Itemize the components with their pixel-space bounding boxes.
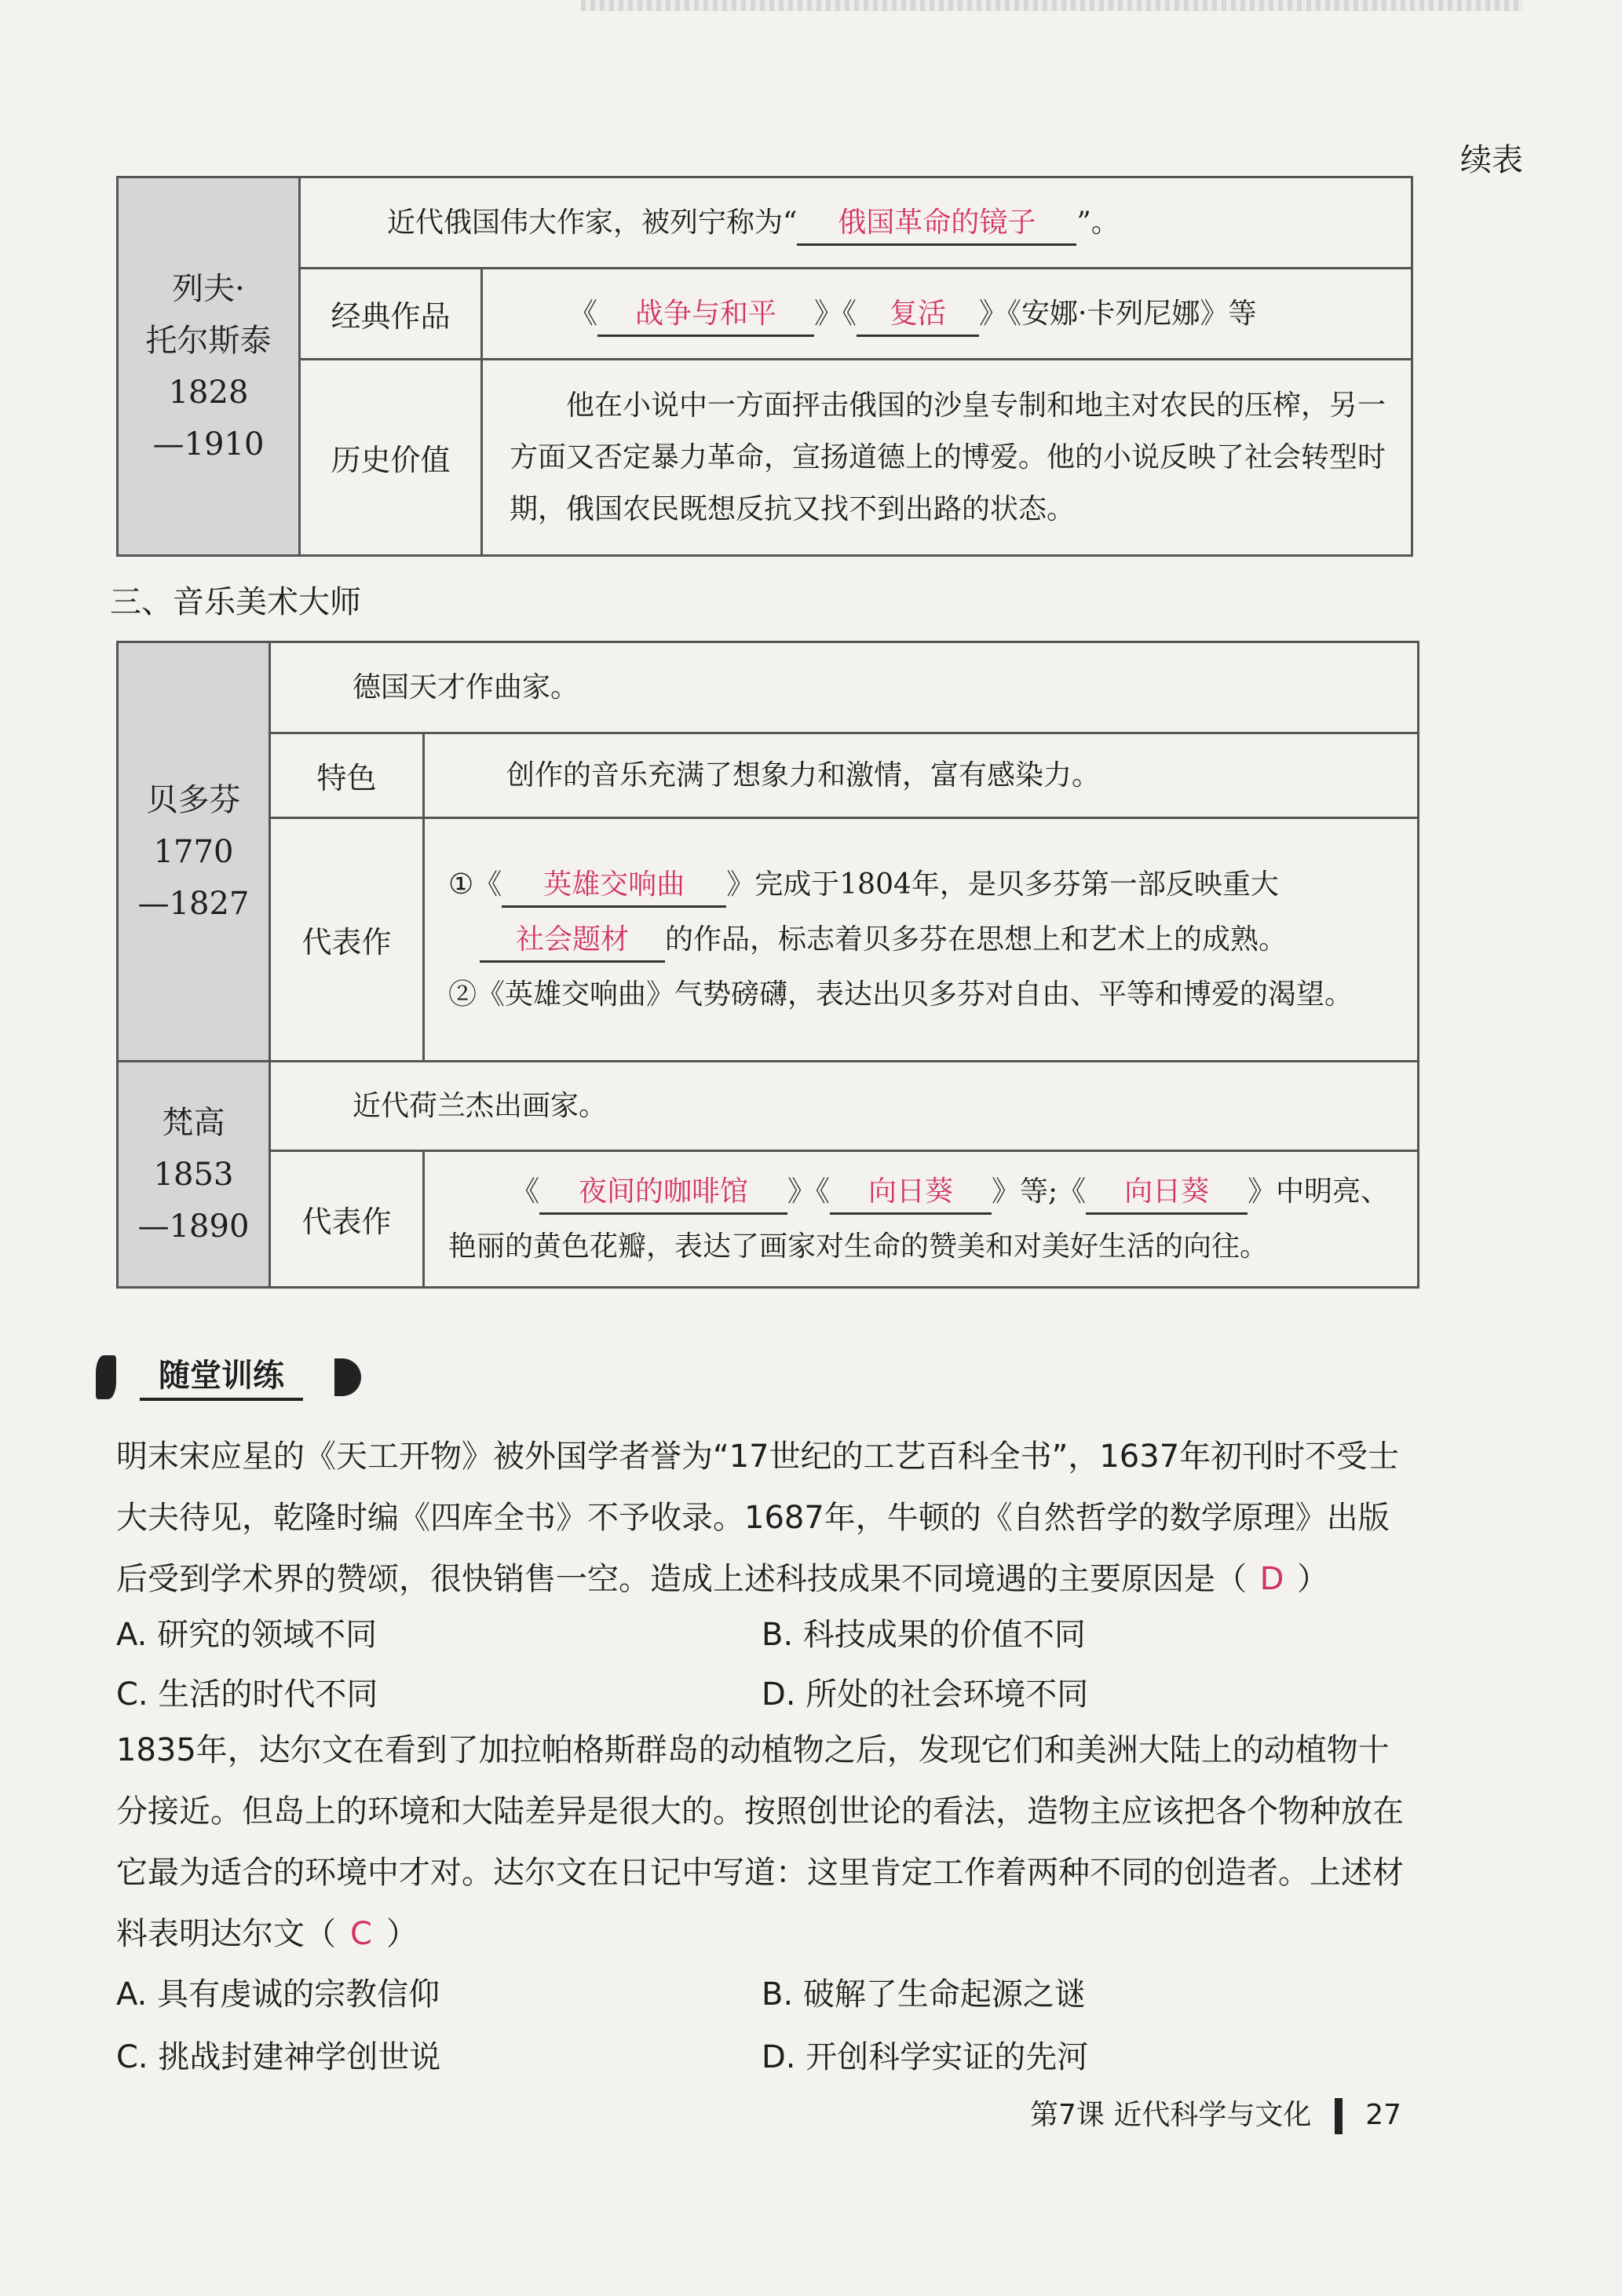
tolstoy-works-label: 经典作品: [300, 269, 482, 360]
beethoven-works: [424, 818, 1419, 1062]
tolstoy-name-cell: [118, 177, 300, 556]
vangogh-name: 梵高: [162, 1104, 225, 1141]
beethoven-works-label: 代表作: [270, 818, 424, 1062]
tolstoy-intro: 近代俄国伟大作家，被列宁称为“ 俄国革命的镜子 ”。: [300, 177, 1412, 269]
question1-option-c: C. 生活的时代不同: [116, 1676, 378, 1713]
vangogh-name-cell: [118, 1062, 270, 1288]
vangogh-works-answer2: 向日葵: [830, 1172, 992, 1215]
section-title: 三、音乐美术大师: [110, 584, 361, 620]
footer-divider: [1335, 2098, 1343, 2134]
page-footer: [1030, 2093, 1401, 2134]
scan-edge-strip: [581, 0, 1523, 11]
tolstoy-value-label: 历史价值: [300, 360, 482, 556]
beethoven-works-answer1: 英雄交响曲: [502, 865, 726, 908]
tolstoy-table: [116, 176, 1413, 557]
tolstoy-value-text: 他在小说中一方面抨击俄国的沙皇专制和地主对农民的压榨，另一方面又否定暴力革命，宣扬道德上的博爱。他的小说反映了社会转型时期，俄国农民既想反抗又找不到出路的状态。: [482, 360, 1412, 556]
page-number: 27: [1365, 2099, 1402, 2131]
practice-icon: [96, 1355, 116, 1399]
beethoven-works-answer2: 社会题材: [480, 919, 665, 963]
footer-title: 近代科学与文化: [1113, 2099, 1312, 2131]
vangogh-works: 《 夜间的咖啡馆 》《 向日葵 》等;《 向日葵 》中明亮、艳丽的黄色花瓣，表达了画家对生命的赞美和对美好生活的向往。: [424, 1151, 1419, 1288]
tolstoy-years-start: 1828: [168, 374, 249, 411]
tolstoy-works: 《 战争与和平 》《 复活 》《安娜·卡列尼娜》等: [482, 269, 1412, 360]
beethoven-works-item1: ①《 英雄交响曲 》完成于1804年，是贝多芬第一部反映重大 社会题材 的作品，标志着贝多芬在思想上和艺术上的成熟。: [448, 857, 1401, 967]
tolstoy-name-line1: 列夫·: [172, 270, 245, 307]
question2-answer: C: [350, 1916, 372, 1952]
vangogh-years-start: 1853: [153, 1156, 234, 1193]
tolstoy-intro-answer: 俄国革命的镜子: [797, 203, 1076, 246]
practice-header: [96, 1351, 363, 1406]
tolstoy-name-line2: 托尔斯泰: [145, 322, 272, 359]
question2-option-a: A. 具有虔诚的宗教信仰: [116, 1976, 440, 2013]
question2-stem: 1835年，达尔文在看到了加拉帕格斯群岛的动植物之后，发现它们和美洲大陆上的动植物十分接近。但岛上的环境和大陆差异是很大的。按照创世论的看法，造物主应该把各个物种放在它最为适合的环境中才对。达尔文在日记中写道：这里肯定工作着两种不同的创造者。上述材料表明达尔文（ C ）: [116, 1720, 1412, 1965]
question1-option-d: D. 所处的社会环境不同: [762, 1676, 1089, 1713]
tolstoy-works-answer1: 战争与和平: [597, 294, 814, 337]
tolstoy-works-answer2: 复活: [857, 294, 979, 337]
question1-option-a: A. 研究的领域不同: [116, 1617, 378, 1653]
question1-option-b: B. 科技成果的价值不同: [762, 1617, 1086, 1653]
vangogh-years-end: —1890: [137, 1208, 250, 1245]
question1-answer: D: [1259, 1561, 1284, 1597]
vangogh-works-answer3: 向日葵: [1086, 1172, 1248, 1215]
vangogh-works-label: 代表作: [270, 1151, 424, 1288]
beethoven-intro: 德国天才作曲家。: [270, 642, 1419, 733]
question2-option-c: C. 挑战封建神学创世说: [116, 2039, 441, 2075]
music-art-table: [116, 641, 1419, 1289]
vangogh-intro: 近代荷兰杰出画家。: [270, 1062, 1419, 1151]
continued-label: 续表: [1460, 142, 1523, 178]
question2-option-d: D. 开创科学实证的先河: [762, 2039, 1089, 2075]
question1-stem: 明末宋应星的《天工开物》被外国学者誉为“17世纪的工艺百科全书”，1637年初刊时不受士大夫待见，乾隆时编《四库全书》不予收录。1687年，牛顿的《自然哲学的数学原理》出版后受到学术界的赞颂，很快销售一空。造成上述科技成果不同境遇的主要原因是（ D ）: [116, 1426, 1412, 1610]
beethoven-name: 贝多芬: [146, 781, 241, 818]
tolstoy-years-end: —1910: [152, 426, 265, 462]
beethoven-years-start: 1770: [153, 833, 234, 870]
practice-title: 随堂训练: [140, 1354, 303, 1401]
beethoven-years-end: —1827: [137, 885, 250, 922]
question2-option-b: B. 破解了生命起源之谜: [762, 1976, 1086, 2013]
beethoven-feature-label: 特色: [270, 733, 424, 818]
beethoven-name-cell: [118, 642, 270, 1062]
beethoven-feature-text: 创作的音乐充满了想象力和激情，富有感染力。: [424, 733, 1419, 818]
practice-end-icon: [334, 1358, 361, 1396]
vangogh-works-answer1: 夜间的咖啡馆: [539, 1172, 787, 1215]
footer-lesson: 第7课: [1030, 2099, 1105, 2131]
beethoven-works-item2: ②《英雄交响曲》气势磅礴，表达出贝多芬对自由、平等和博爱的渴望。: [448, 978, 1353, 1011]
